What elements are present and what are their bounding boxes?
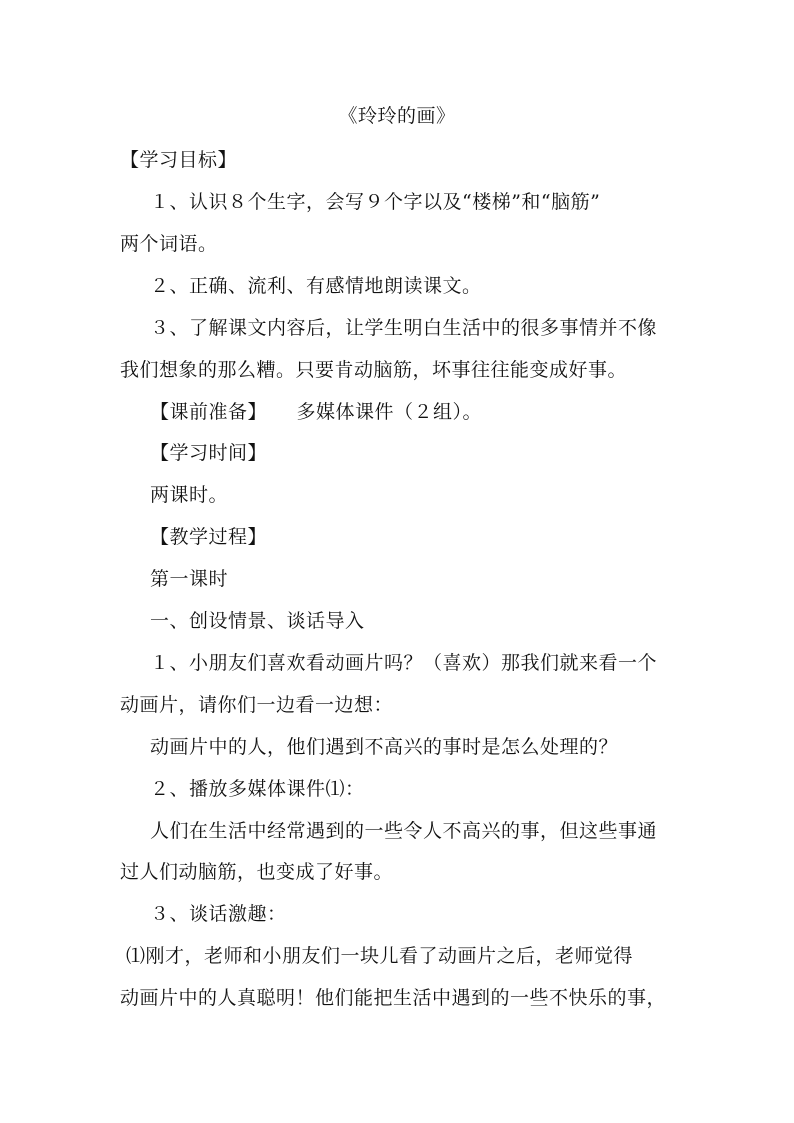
- step-1-line-1: １、小朋友们喜欢看动画片吗？（喜欢）那我们就来看一个: [150, 652, 658, 674]
- step-2-line-2: 过人们动脑筋，也变成了好事。: [120, 861, 394, 883]
- heading-preparation: 【课前准备】 多媒体课件（２组）。: [150, 401, 483, 423]
- step-3-heading: ３、谈话激趣：: [150, 903, 287, 925]
- step-1-line-2: 动画片，请你们一边看一边想：: [120, 694, 394, 716]
- objective-2: ２、正确、流利、有感情地朗读课文。: [150, 275, 482, 297]
- objective-1-line-1: １、认识８个生字，会写９个字以及“楼梯”和“脑筋”: [150, 191, 601, 213]
- step-2-line-1: 人们在生活中经常遇到的一些令人不高兴的事，但这些事通: [150, 820, 658, 842]
- step-3-line-2: 动画片中的人真聪明！他们能把生活中遇到的一些不快乐的事，: [120, 987, 667, 1009]
- objective-3-line-2: 我们想象的那么糟。只要肯动脑筋，坏事往往能变成好事。: [120, 359, 628, 381]
- heading-learning-objectives: 【学习目标】: [120, 149, 238, 171]
- step-2-heading: ２、播放多媒体课件⑴：: [150, 778, 365, 800]
- section-1-heading: 一、创设情景、谈话导入: [150, 610, 365, 632]
- step-1-question: 动画片中的人，他们遇到不高兴的事时是怎么处理的？: [150, 736, 619, 758]
- first-lesson-heading: 第一课时: [150, 568, 229, 590]
- objective-3-line-1: ３、了解课文内容后，让学生明白生活中的很多事情并不像: [150, 317, 658, 339]
- heading-teaching-process: 【教学过程】: [150, 526, 268, 548]
- step-3-line-1: ⑴刚才，老师和小朋友们一块儿看了动画片之后，老师觉得: [126, 945, 634, 967]
- document-title: 《玲玲的画》: [338, 105, 456, 127]
- heading-study-time: 【学习时间】: [150, 442, 268, 464]
- objective-1-line-2: 两个词语。: [120, 233, 218, 255]
- study-time-value: 两课时。: [150, 484, 229, 506]
